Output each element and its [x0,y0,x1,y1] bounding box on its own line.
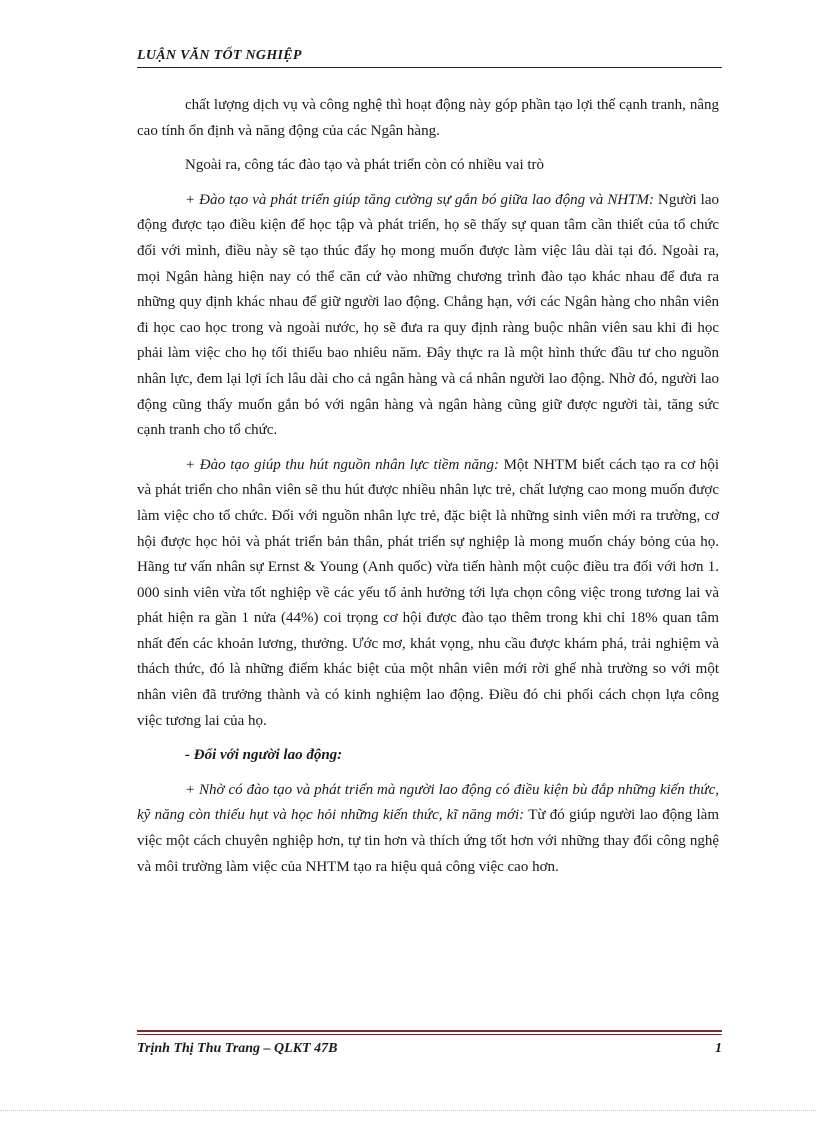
page-header-title: LUẬN VĂN TỐT NGHIỆP [137,48,302,63]
paragraph-3 [137,188,719,444]
footer-page-number: 1 [715,1041,722,1056]
paragraph-3-body: Người lao động được tạo điều kiện để học tập và phát triển, họ sẽ thấy sự quan tâm cần thiết của tổ chức đối với mình, điều này sẽ tạo thúc đẩy họ mong muốn được làm việc lâu dài tại đó. Ngoài ra, mọi Ngân hàng hiện nay có thể căn cứ vào những chương trình đào tạo khác nhau để đưa ra những quy định khác nhau để giữ người lao động. Chẳng hạn, với các Ngân hàng cho nhân viên đi học cao học trong và ngoài nước, họ sẽ đưa ra quy định ràng buộc nhân viên sau khi đi học phải làm việc cho họ tối thiểu bao nhiêu năm. Đây thực ra là một hình thức đầu tư cho nguồn nhân lực, đem lại lợi ích lâu dài cho cả ngân hàng và cá nhân người lao động. Nhờ đó, người lao động cũng thấy muốn gắn bó với ngân hàng và ngân hàng cũng giữ được người tài, tăng sức cạnh tranh cho tổ chức. [137,191,719,439]
footer-rule-thick [137,1030,722,1032]
paragraph-4-lead: + Đào tạo giúp thu hút nguồn nhân lực tiềm năng: [185,456,499,473]
paragraph-2: Ngoài ra, công tác đào tạo và phát triển còn có nhiều vai trò [185,157,545,174]
page-bottom-edge [0,1110,816,1111]
section-heading-workers: - Đối với người lao động: [185,747,343,764]
header-rule [137,67,722,68]
paragraph-6-body: Từ đó giúp người lao động làm việc một cách chuyên nghiệp hơn, tự tin hơn và thích ứng tốt hơn với những thay đổi công nghệ và môi trường làm việc của NHTM tạo ra hiệu quả công việc cao hơn. [137,807,719,875]
footer-author: Trịnh Thị Thu Trang – QLKT 47B [137,1041,338,1056]
paragraph-3-lead: + Đào tạo và phát triển giúp tăng cường sự gắn bó giữa lao động và NHTM: [185,191,655,208]
paragraph-4 [137,453,719,735]
paragraph-4-body: Một NHTM biết cách tạo ra cơ hội và phát triển cho nhân viên sẽ thu hút được nhiều nhân lực trẻ, chất lượng cao mong muốn được làm việc cho tổ chức. Đối với nguồn nhân lực trẻ, đặc biệt là những sinh viên mới ra trường, cơ hội được học hỏi và phát triển bản thân, phát triển sự nghiệp là mong muốn cháy bỏng của họ. Hãng tư vấn nhân sự Ernst & Young (Anh quốc) vừa tiến hành một cuộc điều tra đối với hơn 1. 000 sinh viên vừa tốt nghiệp về các yếu tố ảnh hưởng tới lựa chọn công việc trong tương lai và phát hiện ra gần 1 nửa (44%) coi trọng cơ hội được đào tạo thêm trong khi chỉ 18% quan tâm nhất đến các khoản lương, thưởng. Ước mơ, khát vọng, nhu cầu được khám phá, trải nghiệm và thách thức, đó là những điểm khác biệt của một nhân viên mới rời ghế nhà trường so với một nhân viên đã trưởng thành và có kinh nghiệm lao động. Điều đó chi phối cách chọn lựa công việc tương lai của họ. [137,456,719,729]
paragraph-1: chất lượng dịch vụ và công nghệ thì hoạt động này góp phần tạo lợi thế cạnh tranh, nâng cao tính ổn định và năng động của các Ngân hàng. [137,97,719,139]
footer-rule-thin [137,1034,722,1035]
paragraph-6-lead: + Nhờ có đào tạo và phát triển mà người lao động có điều kiện bù đắp những kiến thức, kỹ năng còn thiếu hụt và học hỏi những kiến thức, kĩ năng mới: [137,781,719,824]
body-text [137,93,719,880]
paragraph-6 [137,778,719,880]
